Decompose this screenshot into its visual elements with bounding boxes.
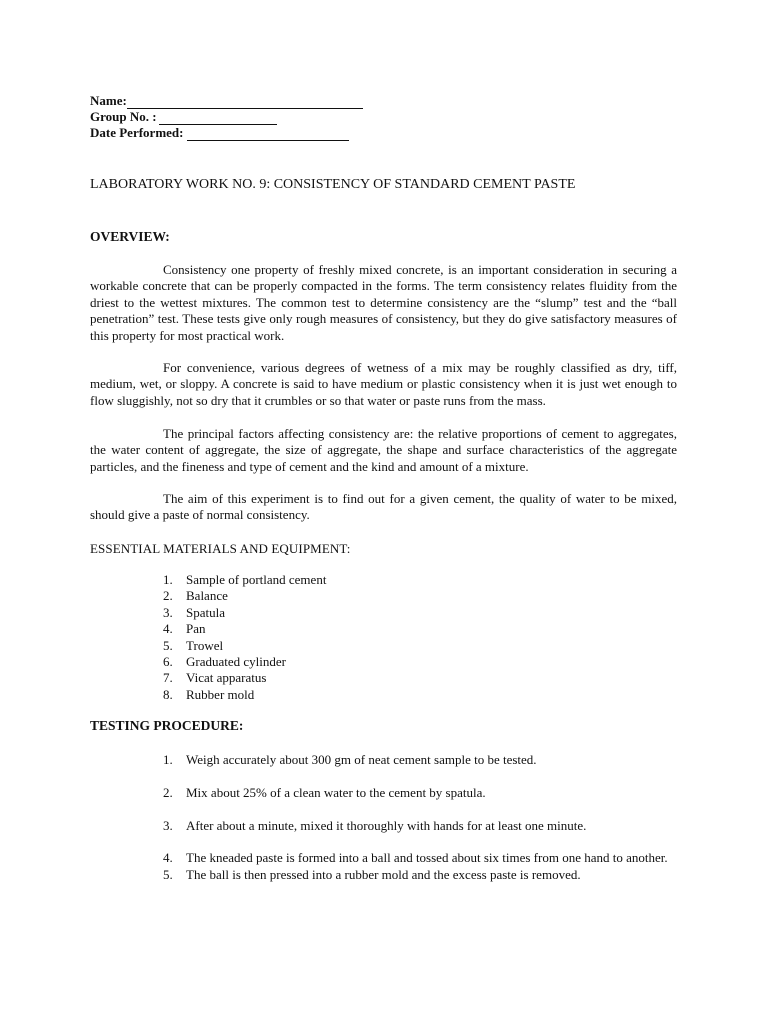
overview-heading: OVERVIEW: [90, 229, 170, 244]
materials-heading: ESSENTIAL MATERIALS AND EQUIPMENT: [90, 541, 351, 556]
group-blank [159, 111, 277, 125]
name-blank [127, 95, 363, 109]
group-line [90, 109, 363, 125]
name-line [90, 93, 363, 109]
overview-paragraph-1: Consistency one property of freshly mixed concrete, is an important consideration in securing a workable concrete that can be properly compacted in the forms. The term consistency relates fluidity from the driest to the wettest mixtures. The common test to determine consistency are the “slump” test and the “ball penetration” test. These tests give only rough measures of consistency, but they do give satisfactory measures of this property for most practical work. [90, 262, 677, 343]
procedure-step: 3. After about a minute, mixed it thoroughly with hands for at least one minute. [163, 817, 587, 833]
list-item: 1. Sample of portland cement [163, 572, 327, 587]
procedure-step: 2. Mix about 25% of a clean water to the cement by spatula. [163, 785, 486, 801]
date-line [90, 125, 363, 141]
materials-list [163, 572, 677, 703]
overview-paragraph-4: The aim of this experiment is to find out for a given cement, the quality of water to be mixed, should give a paste of normal consistency. [90, 491, 677, 523]
procedure-heading: TESTING PROCEDURE: [90, 718, 244, 733]
list-item: 3. Spatula [163, 604, 225, 620]
date-blank [187, 127, 349, 141]
student-info-header [90, 93, 363, 141]
procedure-step: 1. Weigh accurately about 300 gm of neat cement sample to be tested. [163, 752, 537, 767]
name-label: Name: [90, 93, 127, 108]
list-item: 8. Rubber mold [163, 686, 255, 702]
procedure-list [163, 752, 677, 883]
list-item: 7. Vicat apparatus [163, 670, 267, 686]
procedure-step: 4. The kneaded paste is formed into a ball and tossed about six times from one hand to another. [163, 850, 668, 866]
overview-paragraph-2: For convenience, various degrees of wetness of a mix may be roughly classified as dry, tiff, medium, wet, or sloppy. A concrete is said to have medium or plastic consistency when it is just wet enough to flow sluggishly, not so dry that it crumbles or so that water or paste runs from the mass. [90, 360, 677, 408]
overview-paragraph-3: The principal factors affecting consistency are: the relative proportions of cement to aggregates, the water content of aggregate, the size of aggregate, the shape and surface characteristics of the aggregate particles, and the fineness and type of cement and the kind and amount of a mixture. [90, 426, 677, 474]
group-label: Group No. : [90, 109, 157, 124]
lab-title: LABORATORY WORK NO. 9: CONSISTENCY OF STANDARD CEMENT PASTE [90, 177, 576, 192]
date-label: Date Performed: [90, 125, 184, 140]
list-item: 6. Graduated cylinder [163, 653, 286, 669]
list-item: 2. Balance [163, 588, 228, 604]
list-item: 4. Pan [163, 621, 206, 637]
list-item: 5. Trowel [163, 637, 224, 653]
procedure-step: 5. The ball is then pressed into a rubber mold and the excess paste is removed. [163, 866, 581, 882]
